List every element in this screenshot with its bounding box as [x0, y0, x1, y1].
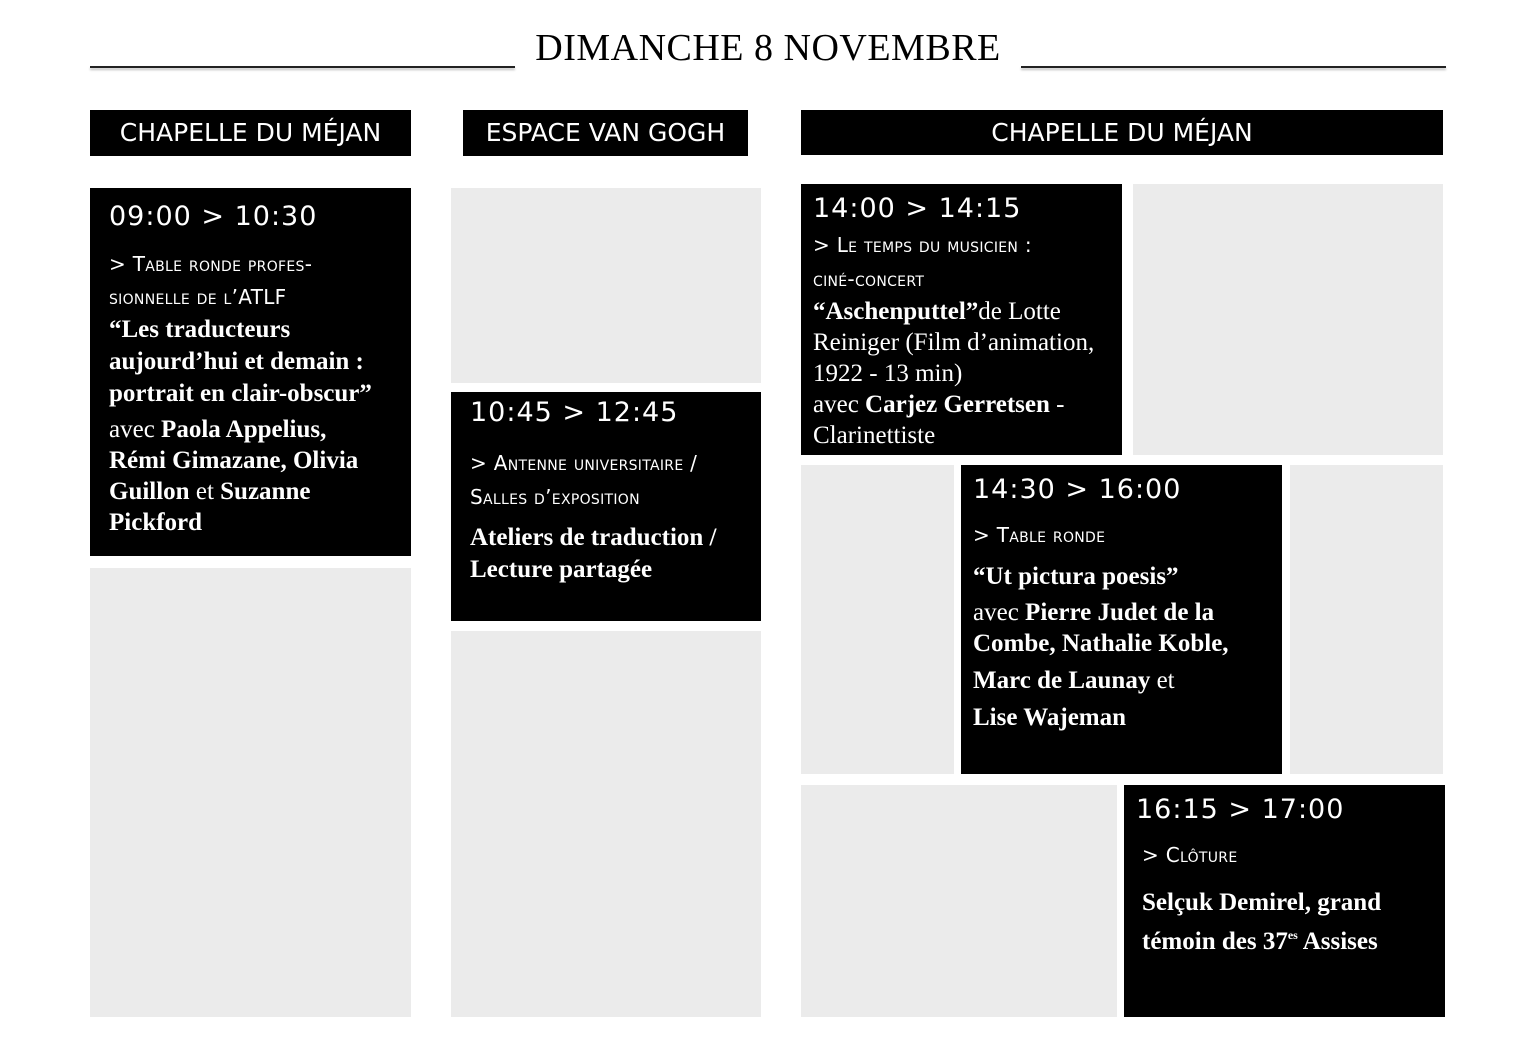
- title-rule-right: [1021, 66, 1446, 68]
- event-time: 14:00 > 14:15: [813, 193, 1022, 224]
- title-rule-left: [90, 66, 515, 68]
- event-time: 14:30 > 16:00: [973, 474, 1182, 505]
- event-card-atlf: [90, 188, 411, 556]
- event-category: > Table ronde: [973, 523, 1106, 547]
- event-time: 09:00 > 10:30: [109, 201, 318, 232]
- event-card-ateliers: [451, 392, 761, 621]
- event-speakers: avec Paola Appelius, Rémi Gimazane, Olivia Guillon et Suzanne Pickford: [109, 416, 359, 536]
- event-title: Ateliers de traduction / Lecture partagée: [470, 524, 717, 583]
- venue-header-chapelle-left: CHAPELLE DU MÉJAN: [90, 110, 411, 156]
- event-category: > Antenne universitaire / Salles d’exposition: [470, 451, 698, 509]
- venue-header-chapelle-right: CHAPELLE DU MÉJAN: [801, 110, 1443, 155]
- event-category: > Clôture: [1142, 843, 1238, 867]
- event-time: 16:15 > 17:00: [1136, 794, 1345, 825]
- empty-slot: [90, 568, 411, 1017]
- event-category: > Table ronde profes- sionnelle de l’ATLF: [109, 252, 313, 309]
- event-title: “Aschenputtel”de Lotte Reiniger (Film d’animation, 1922 - 13 min) avec Carjez Gerretsen - Clarinettiste: [813, 298, 1095, 449]
- page-title: DIMANCHE 8 NOVEMBRE: [535, 27, 1001, 69]
- event-title: “Ut pictura poesis”: [973, 563, 1179, 590]
- event-card-ut-pictura: [961, 465, 1282, 774]
- event-title: “Les traducteurs aujourd’hui et demain : portrait en clair-obscur”: [109, 316, 372, 407]
- event-time: 10:45 > 12:45: [470, 397, 679, 428]
- event-speakers: avec Pierre Judet de la Combe, Nathalie Koble, Marc de Launay et Lise Wajeman: [973, 599, 1229, 731]
- empty-slot: [801, 785, 1117, 1017]
- event-card-cine-concert: [801, 184, 1122, 455]
- event-category: > Le temps du musicien : ciné-concert: [813, 233, 1032, 291]
- empty-slot: [1290, 465, 1443, 774]
- event-title: Selçuk Demirel, grand témoin des $37^{es}$ Assises: [1142, 889, 1382, 955]
- event-card-cloture: [1124, 785, 1445, 1017]
- empty-slot: [451, 188, 761, 383]
- empty-slot: [801, 465, 954, 774]
- venue-header-van-gogh: ESPACE VAN GOGH: [463, 110, 748, 156]
- empty-slot: [451, 631, 761, 1017]
- empty-slot: [1133, 184, 1443, 455]
